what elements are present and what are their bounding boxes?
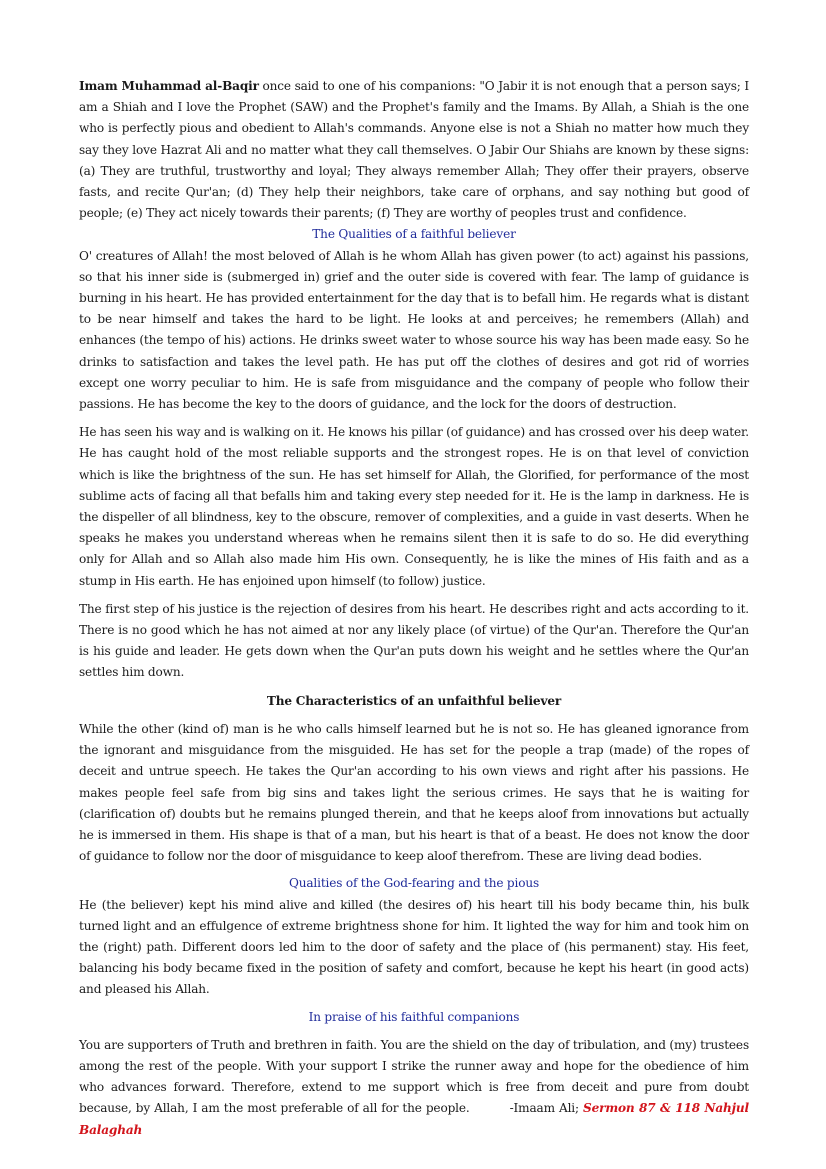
section4-text: You are supporters of Truth and brethren in faith. You are the shield on the day of tribulation, and (my) trustees among the rest of the people. With your support I strike the runner away and hope for the obedience of him who advances forward. Therefore, extend to me support which is free from deceit and pure from doubt because, by Allah, I am the most preferable of all for the people. [79,1037,749,1116]
heading-faithful-believer: The Qualities of a faithful believer [312,227,516,242]
heading-faithful-companions: In praise of his faithful companions [308,1009,520,1024]
intro-speaker: Imam Muhammad al-Baqir [79,79,259,93]
heading-god-fearing: Qualities of the God-fearing and the pious [288,876,540,891]
intro-paragraph [79,76,749,224]
source-reference: Sermon 87 & 118 Nahjul Balaghah [79,1101,749,1137]
intro-text: once said to one of his companions: "O Jabir it is not enough that a person says; I am a Shiah and I love the Prophet (SAW) and the Prophet's family and the Imams. By Allah, a Shiah is the one who is perfectly pious and obedient to Allah's commands. Anyone else is not a Shiah no matter how much they say they love Hazrat Ali and no matter what they call themselves. O Jabir Our Shiahs are known by these signs: (a) They are truthful, trustworthy and loyal; They always remember Allah; They offer their prayers, observe fasts, and recite Qur'an; (d) They help their neighbors, take care of orphans, and say nothing but good of people; (e) They act nicely towards their parents; (f) They are worthy of peoples trust and confidence. [79,79,750,221]
heading-unfaithful-believer: The Characteristics of an unfaithful believer [266,693,562,708]
section1-paragraph-1: O' creatures of Allah! the most beloved of Allah is he whom Allah has given power (to act) against his passions, so that his inner side is (submerged in) grief and the outer side is covered with fear. The lamp of guidance is burning in his heart. He has provided entertainment for the day that is to befall him. He regards what is distant to be near himself and takes the hard to be light. He looks at and perceives; he remembers (Allah) and enhances (the tempo of his) actions. He drinks sweet water to whose source his way has been made easy. So he drinks to satisfaction and takes the level path. He has put off the clothes of desires and got rid of worries except one worry peculiar to him. He is safe from misguidance and the company of people who follow their passions. He has become the key to the doors of guidance, and the lock for the doors of destruction. [79,248,749,412]
section2-paragraph: While the other (kind of) man is he who calls himself learned but he is not so. He has gleaned ignorance from the ignorant and misguidance from the misguided. He has set for the people a trap (made) of the ropes of deceit and untrue speech. He takes the Qur'an according to his own views and right after his passions. He makes people feel safe from big sins and takes light the serious crimes. He says that he is waiting for (clarification of) doubts but he remains plunged therein, and that he keeps aloof from innovations but actually he is immersed in them. His shape is that of a man, but his heart is that of a beast. He does not know the door of guidance to follow nor the door of misguidance to keep aloof therefrom. These are living dead bodies. [79,721,749,864]
section1-paragraph-2: He has seen his way and is walking on it. He knows his pillar (of guidance) and has crossed over his deep water. He has caught hold of the most reliable supports and the strongest ropes. He is on that level of conviction which is like the brightness of the sun. He has set himself for Allah, the Glorified, for performance of the most sublime acts of facing all that befalls him and taking every step needed for it. He is the lamp in darkness. He is the dispeller of all blindness, key to the obscure, remover of complexities, and a guide in vast deserts. When he speaks he makes you understand whereas when he remains silent then it is safe to do so. He did everything only for Allah and so Allah also made him His own. Consequently, he is like the mines of His faith and as a stump in His earth. He has enjoined upon himself (to follow) justice. [79,425,749,588]
section3-paragraph: He (the believer) kept his mind alive and killed (the desires of) his heart till his body became thin, his bulk turned light and an effulgence of extreme brightness shone for him. It lighted the way for him and took him on the (right) path. Different doors led him to the door of safety and the place of (his permanent) stay. His feet, balancing his body became fixed in the position of safety and comfort, because he kept his heart (in good acts) and pleased his Allah. [79,897,749,997]
document-page [79,76,749,1141]
section4-paragraph [79,1035,749,1141]
section1-paragraph-3: The first step of his justice is the rejection of desires from his heart. He describes right and acts according to it. There is no good which he has not aimed at nor any likely place (of virtue) of the Qur'an. Therefore the Qur'an is his guide and leader. He gets down when the Qur'an puts down his weight and he settles where the Qur'an settles him down. [79,601,749,680]
attribution: -Imaam Ali; [509,1101,584,1116]
